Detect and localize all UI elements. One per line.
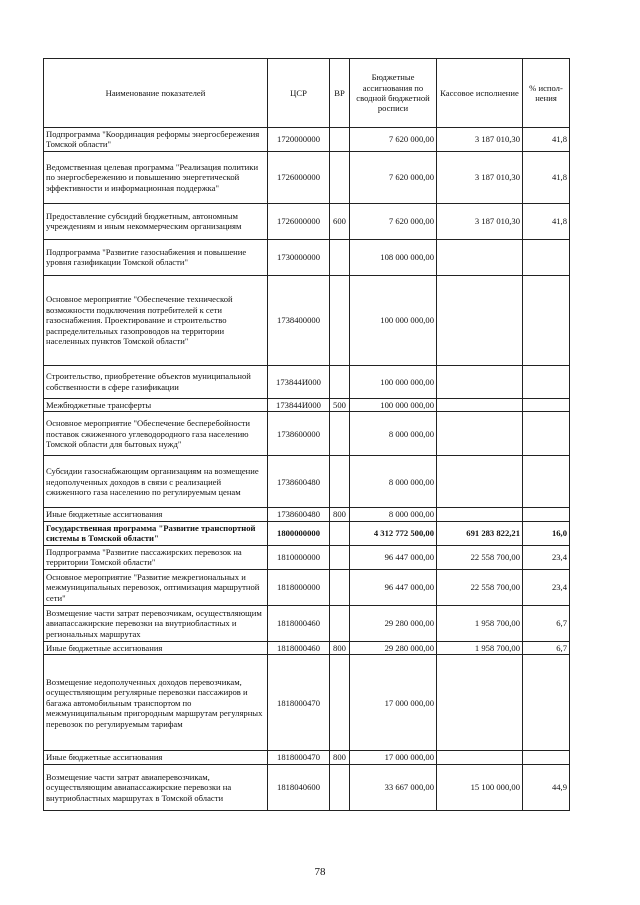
cell-csr: 1818000000: [268, 569, 330, 605]
cell-percent: 16,0: [523, 521, 570, 545]
cell-percent: [523, 275, 570, 365]
cell-name: Предоставление субсидий бюджетным, автономным учреждениям и иным некоммерческим организациям: [44, 203, 268, 239]
cell-budget: 8 000 000,00: [350, 456, 437, 508]
cell-cash: 3 187 010,30: [437, 203, 523, 239]
cell-cash: [437, 655, 523, 751]
cell-cash: 22 558 700,00: [437, 545, 523, 569]
cell-vr: [330, 412, 350, 456]
cell-name: Возмещение части затрат перевозчикам, осуществляющим авиапассажирские перевозки на внутриобластных и региональных маршрутах: [44, 605, 268, 641]
cell-vr: [330, 151, 350, 203]
cell-budget: 108 000 000,00: [350, 239, 437, 275]
cell-vr: [330, 605, 350, 641]
cell-csr: 1738600000: [268, 412, 330, 456]
cell-name: Иные бюджетные ассигнования: [44, 508, 268, 521]
cell-budget: 29 280 000,00: [350, 605, 437, 641]
cell-csr: 1818040600: [268, 764, 330, 810]
cell-cash: [437, 456, 523, 508]
table-row: [44, 751, 570, 764]
cell-cash: 22 558 700,00: [437, 569, 523, 605]
page-number: 78: [314, 866, 326, 878]
cell-vr: [330, 569, 350, 605]
cell-csr: 1726000000: [268, 151, 330, 203]
cell-csr: 1738400000: [268, 275, 330, 365]
cell-vr: 800: [330, 508, 350, 521]
cell-cash: [437, 751, 523, 764]
table-row: [44, 275, 570, 365]
cell-budget: 100 000 000,00: [350, 365, 437, 398]
table-row: [44, 508, 570, 521]
cell-percent: 23,4: [523, 569, 570, 605]
cell-budget: 17 000 000,00: [350, 751, 437, 764]
cell-name: Строительство, приобретение объектов муниципальной собственности в сфере газификации: [44, 365, 268, 398]
cell-percent: [523, 412, 570, 456]
cell-cash: [437, 365, 523, 398]
cell-cash: 15 100 000,00: [437, 764, 523, 810]
cell-csr: 173844И000: [268, 365, 330, 398]
cell-percent: 41,8: [523, 128, 570, 152]
cell-vr: [330, 545, 350, 569]
cell-vr: 500: [330, 398, 350, 411]
table-row: [44, 569, 570, 605]
table-row: [44, 641, 570, 654]
cell-csr: 1800000000: [268, 521, 330, 545]
cell-percent: 41,8: [523, 151, 570, 203]
cell-name: Государственная программа "Развитие транспортной системы в Томской области": [44, 521, 268, 545]
cell-name: Основное мероприятие "Обеспечение бесперебойности поставок сжиженного углеводородного газа населению Томской области для бытовых нужд": [44, 412, 268, 456]
header-csr: ЦСР: [268, 59, 330, 128]
cell-budget: 7 620 000,00: [350, 151, 437, 203]
cell-cash: [437, 412, 523, 456]
cell-percent: [523, 398, 570, 411]
cell-vr: 600: [330, 203, 350, 239]
cell-budget: 8 000 000,00: [350, 412, 437, 456]
cell-csr: 1818000460: [268, 605, 330, 641]
cell-name: Субсидии газоснабжающим организациям на возмещение недополученных доходов в связи с реализацией сжиженного газа населению по регулируемым ценам: [44, 456, 268, 508]
cell-budget: 17 000 000,00: [350, 655, 437, 751]
header-vr: ВР: [330, 59, 350, 128]
cell-percent: [523, 456, 570, 508]
cell-cash: 3 187 010,30: [437, 151, 523, 203]
cell-csr: 1818000470: [268, 655, 330, 751]
cell-percent: 6,7: [523, 641, 570, 654]
cell-budget: 7 620 000,00: [350, 203, 437, 239]
cell-vr: [330, 655, 350, 751]
cell-csr: 173844И000: [268, 398, 330, 411]
cell-name: Ведомственная целевая программа "Реализация политики по энергосбережению и повышению энергетической эффективности и информационная поддержка": [44, 151, 268, 203]
table-row: [44, 605, 570, 641]
cell-percent: 6,7: [523, 605, 570, 641]
cell-vr: [330, 275, 350, 365]
table-row: [44, 239, 570, 275]
cell-budget: 100 000 000,00: [350, 398, 437, 411]
cell-vr: [330, 764, 350, 810]
cell-cash: [437, 239, 523, 275]
cell-csr: 1818000460: [268, 641, 330, 654]
cell-vr: [330, 365, 350, 398]
cell-vr: 800: [330, 751, 350, 764]
cell-csr: 1720000000: [268, 128, 330, 152]
cell-budget: 7 620 000,00: [350, 128, 437, 152]
cell-csr: 1730000000: [268, 239, 330, 275]
cell-vr: [330, 128, 350, 152]
cell-budget: 96 447 000,00: [350, 545, 437, 569]
budget-table: [43, 58, 570, 811]
cell-cash: [437, 508, 523, 521]
header-budget: Бюджетные ассигнования по сводной бюджетной росписи: [350, 59, 437, 128]
cell-budget: 4 312 772 500,00: [350, 521, 437, 545]
table-row: [44, 764, 570, 810]
table-row: [44, 128, 570, 152]
cell-vr: 800: [330, 641, 350, 654]
table-row: [44, 203, 570, 239]
table-row: [44, 545, 570, 569]
cell-name: Основное мероприятие "Развитие межрегиональных и межмуниципальных перевозок, оптимизация маршрутной сети": [44, 569, 268, 605]
table-row: [44, 151, 570, 203]
cell-name: Возмещение части затрат авиаперевозчикам, осуществляющим авиапассажирские перевозки на внутриобластных маршрутах в Томской области: [44, 764, 268, 810]
table-row: [44, 398, 570, 411]
cell-name: Межбюджетные трансферты: [44, 398, 268, 411]
cell-name: Иные бюджетные ассигнования: [44, 751, 268, 764]
cell-vr: [330, 456, 350, 508]
cell-csr: 1738600480: [268, 508, 330, 521]
cell-name: Основное мероприятие "Обеспечение технической возможности подключения потребителей к сети газоснабжения. Проектирование и строительство распределительных газопроводов на территории населенных пунктов Томской области": [44, 275, 268, 365]
header-cash: Кассовое исполнение: [437, 59, 523, 128]
cell-name: Иные бюджетные ассигнования: [44, 641, 268, 654]
table-body: [44, 128, 570, 811]
table-row: [44, 521, 570, 545]
cell-csr: 1726000000: [268, 203, 330, 239]
cell-vr: [330, 239, 350, 275]
cell-name: Подпрограмма "Развитие пассажирских перевозок на территории Томской области": [44, 545, 268, 569]
cell-cash: [437, 275, 523, 365]
cell-name: Подпрограмма "Координация реформы энергосбережения Томской области": [44, 128, 268, 152]
header-percent: % испол-нения: [523, 59, 570, 128]
cell-cash: 3 187 010,30: [437, 128, 523, 152]
cell-percent: [523, 751, 570, 764]
table-row: [44, 456, 570, 508]
cell-percent: [523, 365, 570, 398]
cell-budget: 100 000 000,00: [350, 275, 437, 365]
cell-csr: 1738600480: [268, 456, 330, 508]
table-row: [44, 365, 570, 398]
cell-percent: [523, 239, 570, 275]
cell-cash: 691 283 822,21: [437, 521, 523, 545]
table-header-row: [44, 59, 570, 128]
cell-cash: 1 958 700,00: [437, 641, 523, 654]
cell-percent: [523, 655, 570, 751]
cell-percent: [523, 508, 570, 521]
cell-csr: 1818000470: [268, 751, 330, 764]
cell-percent: 23,4: [523, 545, 570, 569]
cell-name: Подпрограмма "Развитие газоснабжения и повышение уровня газификации Томской области": [44, 239, 268, 275]
cell-percent: 41,8: [523, 203, 570, 239]
cell-cash: [437, 398, 523, 411]
header-name: Наименование показателей: [44, 59, 268, 128]
table-row: [44, 412, 570, 456]
cell-name: Возмещение недополученных доходов перевозчикам, осуществляющим регулярные перевозки пассажиров и багажа автомобильным транспортом по межмуниципальным пригородным маршрутам регулярных перевозок по регулируемым тарифам: [44, 655, 268, 751]
cell-budget: 29 280 000,00: [350, 641, 437, 654]
cell-vr: [330, 521, 350, 545]
cell-csr: 1810000000: [268, 545, 330, 569]
cell-percent: 44,9: [523, 764, 570, 810]
cell-budget: 33 667 000,00: [350, 764, 437, 810]
table-row: [44, 655, 570, 751]
cell-cash: 1 958 700,00: [437, 605, 523, 641]
cell-budget: 8 000 000,00: [350, 508, 437, 521]
cell-budget: 96 447 000,00: [350, 569, 437, 605]
